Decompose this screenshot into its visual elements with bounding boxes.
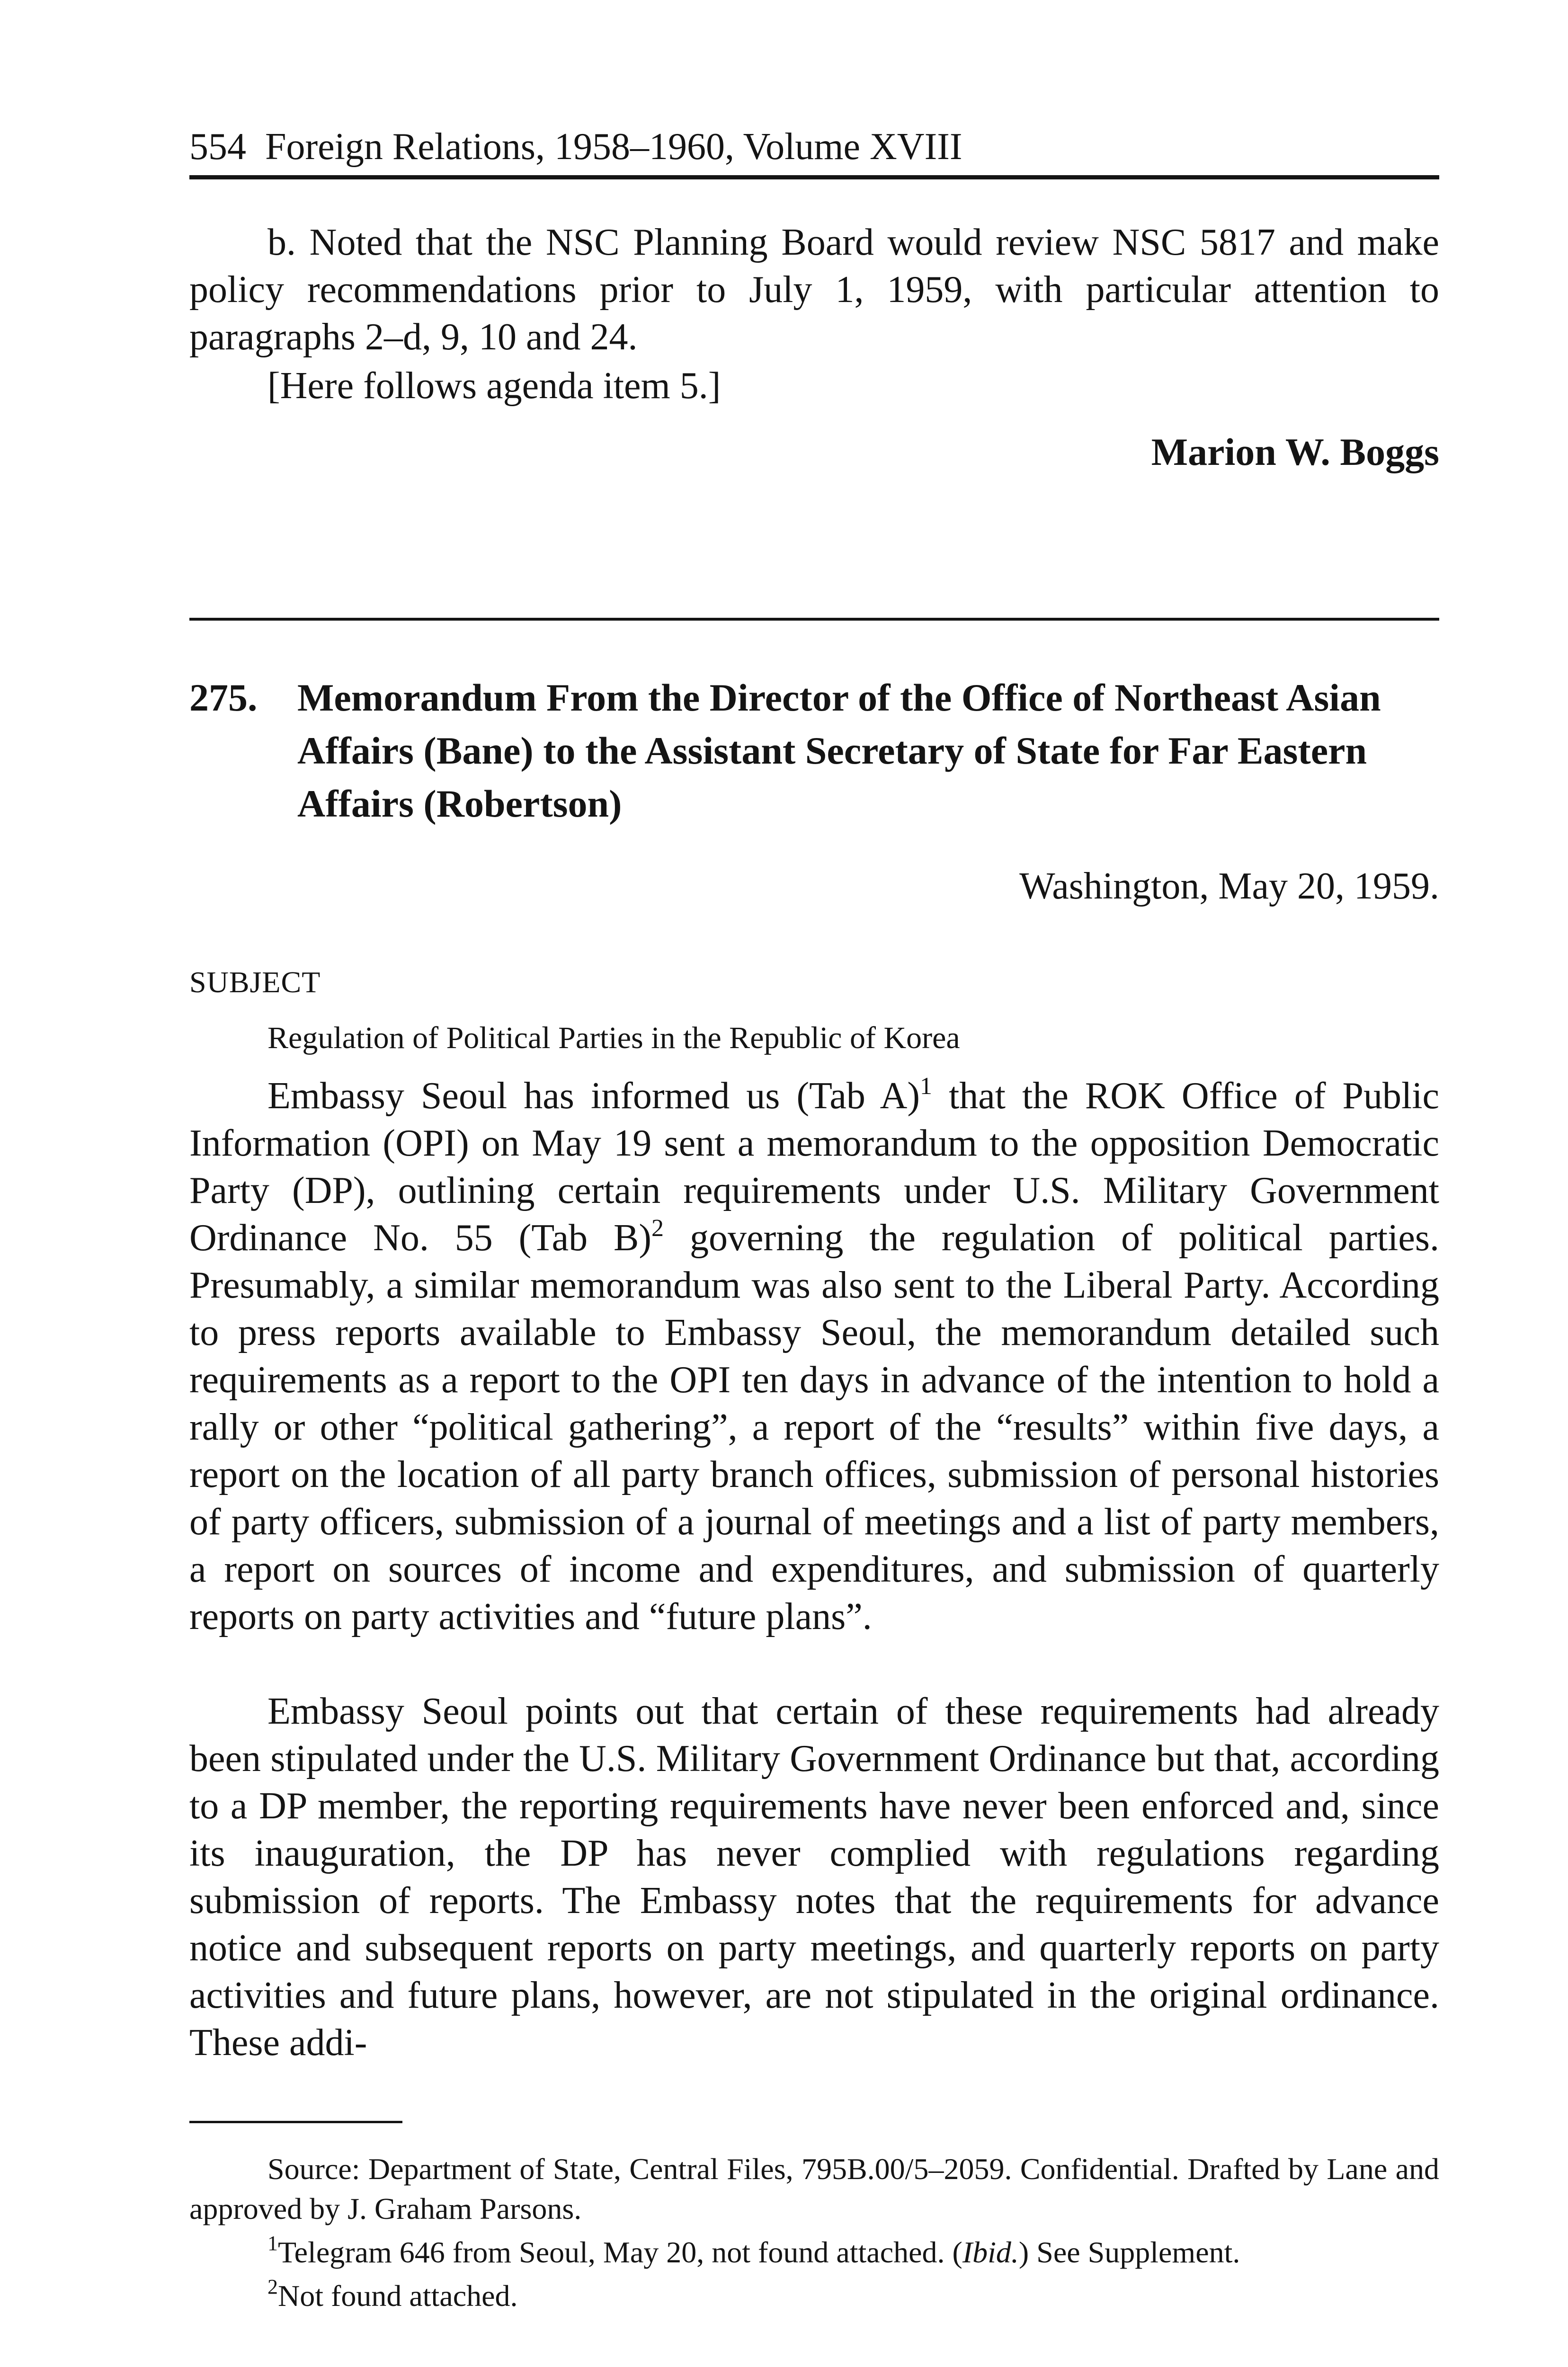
footnote-ref-1: 1 (920, 1073, 932, 1100)
footnotes (189, 2149, 1439, 2320)
running-header (189, 124, 962, 169)
document-title: Memorandum From the Director of the Office of Northeast Asian Affairs (Bane) to the Assistant Secretary of State for Far Eastern Affairs (Robertson) (297, 676, 1381, 825)
source-note: Source: Department of State, Central Files, 795B.00/5–2059. Confidential. Drafted by Lane and approved by J. Graham Parsons. (189, 2152, 1439, 2225)
footnote-1-text-a: Telegram 646 from Seoul, May 20, not found attached. ( (278, 2235, 962, 2269)
body-paragraph-1 (189, 1072, 1439, 1640)
footnote-1-mark: 1 (267, 2232, 278, 2255)
para1-part-b: that the ROK Office of Public Information (OPI) on May 19 sent a memorandum to the opposition Democratic Party (DP), outlining certain requirements under U.S. Military Government Ordinance No. 55 (Tab B) (189, 1075, 1439, 1259)
footnote-1-text-b: ) See Supplement. (1018, 2235, 1240, 2269)
subject-text: Regulation of Political Parties in the Republic of Korea (267, 1021, 960, 1055)
body-paragraph-2: Embassy Seoul points out that certain of these requirements had already been stipulated under the U.S. Military Government Ordinance but that, according to a DP member, the reporting requirements have never been enforced and, since its inauguration, the DP has never complied with regulations regarding submission of reports. The Embassy notes that the requirements for advance notice and subsequent reports on party meetings, and quarterly reports on party activities and future plans, however, are not stipulated in the original ordinance. These addi- (189, 1691, 1439, 2064)
footnote-1-ibid: Ibid. (962, 2235, 1019, 2269)
preceding-item-b: b. Noted that the NSC Planning Board would review NSC 5817 and make policy recommendations prior to July 1, 1959, with particular attention to paragraphs 2–d, 9, 10 and 24. (189, 222, 1439, 358)
signature: Marion W. Boggs (1151, 430, 1439, 473)
footnote-2-mark: 2 (267, 2275, 278, 2298)
agenda-note: [Here follows agenda item 5.] (267, 365, 721, 407)
document-number: 275. (189, 676, 258, 719)
para1-part-c: governing the regulation of political parties. Presumably, a similar memorandum was also sent to the Liberal Party. According to press reports available to Embassy Seoul, the memorandum detailed such requirements as a report to the OPI ten days in advance of the intention to hold a rally or other “political gathering”, a report of the “results” within five days, a report on the location of all party branch offices, submission of personal histories of party officers, submission of a journal of meetings and a list of party members, a report on sources of income and expenditures, and submission of quarterly reports on party activities and “future plans”. (189, 1217, 1439, 1637)
para1-part-a: Embassy Seoul has informed us (Tab A) (267, 1075, 920, 1117)
footnote-1 (189, 2233, 1439, 2272)
document-separator-rule (189, 618, 1439, 621)
dateline: Washington, May 20, 1959. (1019, 865, 1439, 907)
footnote-ref-2: 2 (651, 1215, 664, 1242)
header-rule (189, 175, 1439, 179)
subject-label: SUBJECT (189, 965, 321, 999)
footnote-2-text: Not found attached. (278, 2279, 518, 2313)
running-title: Foreign Relations, 1958–1960, Volume XVIII (265, 126, 962, 168)
footnote-rule (189, 2121, 402, 2123)
footnote-2 (189, 2276, 1439, 2316)
page-number: 554 (189, 126, 246, 168)
